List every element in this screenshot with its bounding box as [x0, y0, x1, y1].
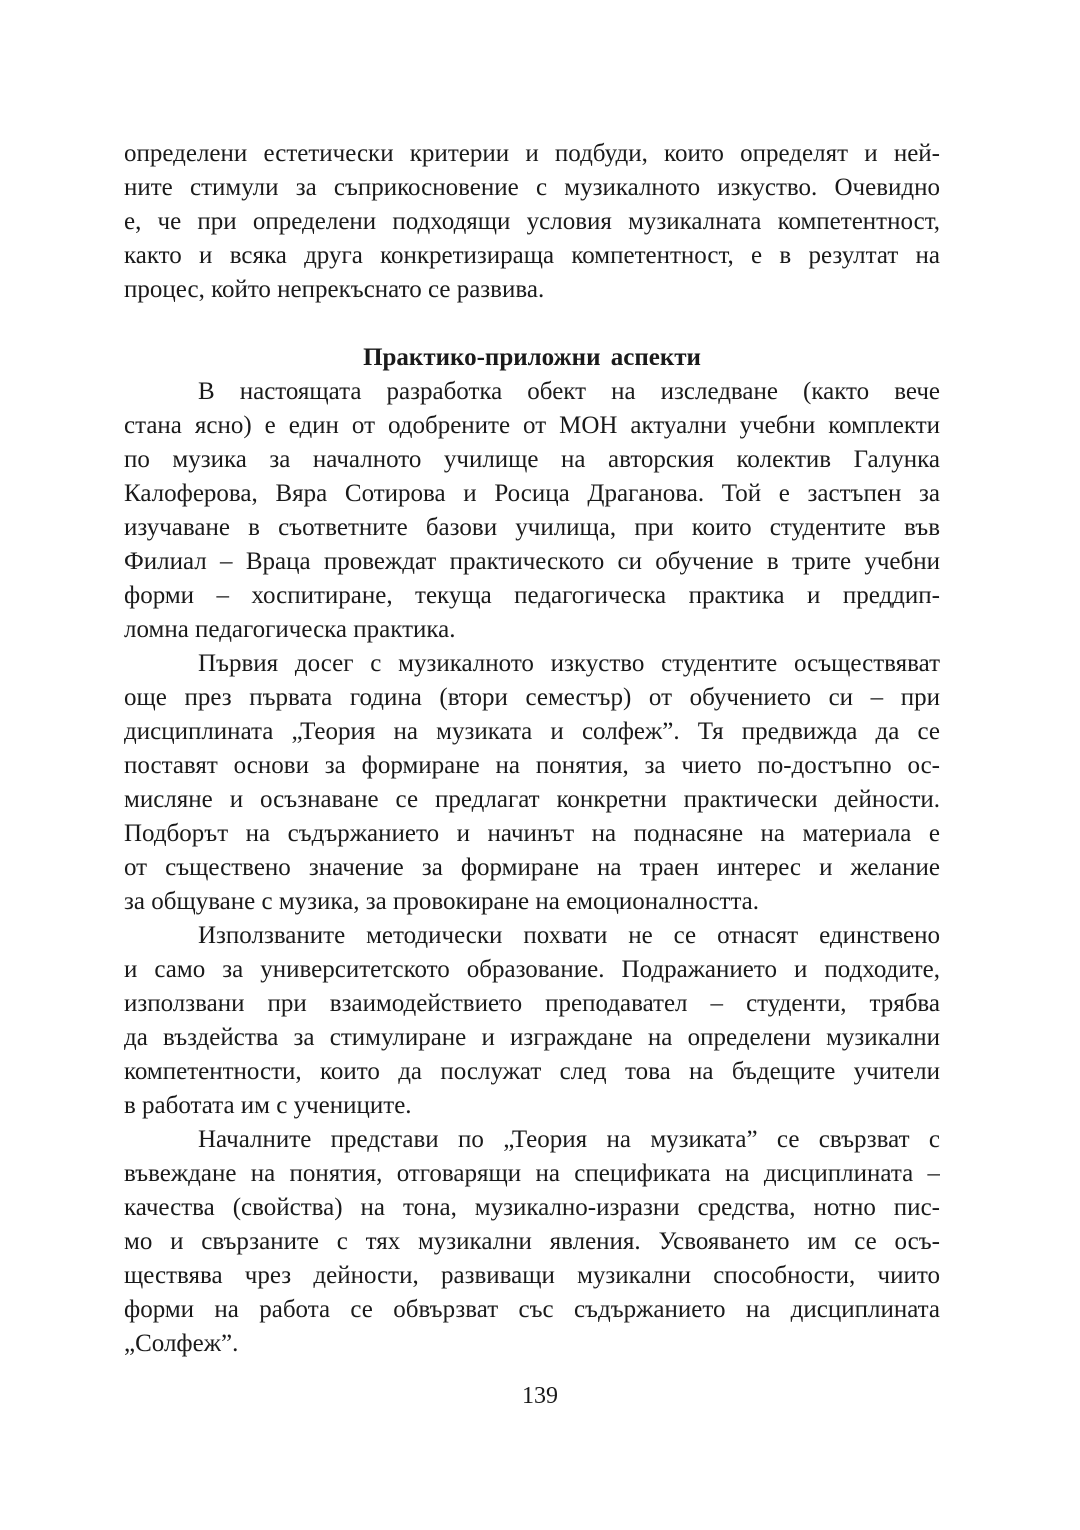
text-line: стана ясно) е един от одобрените от МОН актуални учебни комплекти — [124, 412, 940, 439]
text-line: по музика за началното училище на авторския колектив Галунка — [124, 446, 940, 473]
text-line: дисциплината „Теория на музиката и солфеж”. Тя предвижда да се — [124, 718, 940, 745]
text-line: Калоферова, Вяра Сотирова и Росица Драганова. Той е застъпен за — [124, 480, 940, 507]
text-line: Първия досег с музикалното изкуство студентите осъществяват — [198, 650, 940, 677]
text-line: ществява чрез дейности, развиващи музикални способности, чиито — [124, 1262, 940, 1289]
text-line: мисляне и осъзнаване се предлагат конкретни практически дейности. — [124, 786, 940, 813]
text-line: поставят основи за формиране на понятия, за чието по-достъпно ос- — [124, 752, 940, 779]
text-line: компетентности, които да послужат след това на бъдещите учители — [124, 1058, 940, 1085]
page-number: 139 — [522, 1383, 558, 1409]
spacer — [124, 307, 940, 341]
document-page — [124, 137, 940, 1467]
text-line: ломна педагогическа практика. — [124, 616, 456, 643]
text-line: форми – хоспитиране, текуща педагогическа практика и преддип- — [124, 582, 940, 609]
text-line: изучаване в съответните базови училища, при които студентите във — [124, 514, 940, 541]
text-line: въвеждане на понятия, отговарящи на спецификата на дисциплината – — [124, 1160, 940, 1187]
text-line: използвани при взаимодействието преподавател – студенти, трябва — [124, 990, 940, 1017]
text-line: е, че при определени подходящи условия музикалната компетентност, — [124, 208, 940, 235]
text-line: Използваните методически похвати не се отнасят единствено — [198, 922, 940, 949]
text-line: Началните представи по „Теория на музиката” се свързват с — [198, 1126, 940, 1153]
text-line: „Солфеж”. — [124, 1330, 239, 1357]
text-line: както и всяка друга конкретизираща компетентност, е в резултат на — [124, 242, 940, 269]
text-line: качества (свойства) на тона, музикално-изразни средства, нотно пис- — [124, 1194, 940, 1221]
text-line: за общуване с музика, за провокиране на емоционалността. — [124, 888, 760, 915]
text-line: Подборът на съдържанието и начинът на поднасяне на материала е — [124, 820, 940, 847]
text-line: ните стимули за съприкосновение с музикалното изкуство. Очевидно — [124, 174, 940, 201]
text-line: Филиал – Враца провеждат практическото си обучение в трите учебни — [124, 548, 940, 575]
text-line: от съществено значение за формиране на траен интерес и желание — [124, 854, 940, 881]
paragraph-2 — [124, 375, 940, 647]
text-line: определени естетически критерии и подбуди, които определят и ней- — [124, 140, 940, 167]
text-line: мо и свързаните с тях музикални явления. Усвояването им се осъ- — [124, 1228, 940, 1255]
text-line: и само за университетското образование. Подражанието и подходите, — [124, 956, 940, 983]
paragraph-5 — [124, 1123, 940, 1361]
paragraph-4 — [124, 919, 940, 1123]
paragraph-3 — [124, 647, 940, 919]
text-line: в работата им с учениците. — [124, 1092, 412, 1119]
text-line: В настоящата разработка обект на изследване (както вече — [198, 378, 940, 405]
text-line: форми на работа се обвързват със съдържанието на дисциплината — [124, 1296, 940, 1323]
section-heading: Практико-приложни аспекти — [363, 344, 701, 371]
text-line: процес, който непрекъснато се развива. — [124, 276, 545, 303]
text-line: да въздейства за стимулиране и изграждане на определени музикални — [124, 1024, 940, 1051]
paragraph-1 — [124, 137, 940, 307]
text-line: още през първата година (втори семестър) от обучението си – при — [124, 684, 940, 711]
